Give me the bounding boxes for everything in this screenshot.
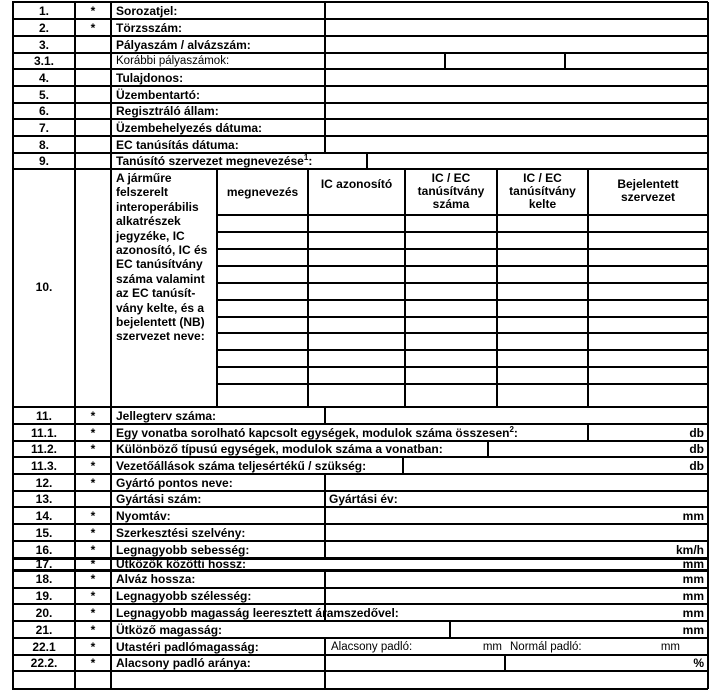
row-label: Szerkesztési szelvény: bbox=[116, 525, 246, 540]
row-number: 11.1. bbox=[30, 425, 58, 440]
sub-label: Normál padló: bbox=[510, 640, 582, 653]
grid-line bbox=[404, 169, 406, 407]
required-mark: * bbox=[90, 458, 96, 473]
unit: mm bbox=[682, 572, 704, 586]
sub-label: Alacsony padló: bbox=[331, 640, 413, 653]
row-label: Legnagyobb szélesség: bbox=[116, 589, 252, 603]
required-mark: * bbox=[90, 408, 96, 423]
row-number: 16. bbox=[35, 542, 53, 557]
row-number: 10. bbox=[35, 280, 53, 294]
row-label: Üzembentartó: bbox=[116, 87, 201, 102]
row-label: Gyártási szám: bbox=[116, 492, 202, 506]
unit: mm bbox=[682, 622, 704, 637]
row-number: 22.2. bbox=[30, 656, 58, 670]
row-label: Sorozatjel: bbox=[116, 3, 178, 18]
grid-line bbox=[587, 169, 589, 407]
row-label-secondary: Gyártási év: bbox=[329, 492, 398, 506]
unit: db bbox=[689, 442, 704, 456]
row-label: Különböző típusú egységek, modulok száma a vonatban: bbox=[116, 442, 443, 456]
grid-line bbox=[324, 588, 326, 604]
row-label: Ütköző magasság: bbox=[116, 622, 223, 637]
unit: db bbox=[689, 425, 704, 440]
row-label: Alacsony padló aránya: bbox=[116, 656, 251, 670]
grid-line bbox=[487, 441, 489, 457]
grid-line bbox=[12, 670, 708, 672]
row-number: 21. bbox=[35, 622, 53, 637]
grid-line bbox=[324, 2, 326, 153]
row-number: 4. bbox=[38, 70, 49, 85]
label-colon: : bbox=[308, 154, 313, 168]
component-column-header: IC azonosító bbox=[320, 177, 393, 191]
unit: mm bbox=[682, 605, 704, 620]
grid-line bbox=[217, 282, 708, 283]
row-number: 22.1 bbox=[32, 639, 56, 654]
unit: mm bbox=[482, 640, 502, 653]
row-number: 13. bbox=[35, 492, 53, 506]
grid-line bbox=[587, 424, 589, 441]
row-label: Ütközők közötti hossz: bbox=[116, 557, 247, 571]
row-label: Legnagyobb sebesség: bbox=[116, 542, 250, 557]
grid-line bbox=[366, 153, 368, 169]
row-number: 12. bbox=[35, 475, 53, 490]
component-column-header: IC / EC tanúsítvány száma bbox=[417, 171, 485, 211]
grid-line bbox=[324, 541, 326, 558]
row-label: Regisztráló állam: bbox=[116, 104, 219, 118]
component-column-header: megnevezés bbox=[226, 185, 299, 199]
row-number: 18. bbox=[35, 572, 53, 586]
component-column-header: IC / EC tanúsítvány kelte bbox=[509, 171, 576, 211]
grid-line bbox=[217, 316, 708, 317]
row-number: 14. bbox=[35, 508, 53, 523]
required-mark: * bbox=[90, 605, 96, 620]
unit: km/h bbox=[675, 542, 704, 557]
row-label: A járműre felszerelt interoperábilis alkatrészek jegyzéke, IC azonosító, IC és EC tanúsítvány száma valamint az EC tanúsít-vány kelte, és a bejelentett (NB) szervezet neve: bbox=[116, 171, 208, 344]
row-label: Törzsszám: bbox=[116, 20, 183, 35]
row-number: 8. bbox=[38, 137, 49, 152]
row-number: 3.1. bbox=[33, 54, 54, 68]
grid-line bbox=[217, 299, 708, 300]
required-mark: * bbox=[90, 542, 96, 557]
required-mark: * bbox=[90, 475, 96, 490]
grid-line bbox=[324, 491, 326, 507]
unit: mm bbox=[682, 557, 704, 571]
row-label: Korábbi pályaszámok: bbox=[116, 55, 230, 67]
grid-line bbox=[12, 168, 708, 170]
grid-line bbox=[402, 457, 404, 474]
row-number: 9. bbox=[38, 154, 49, 168]
grid-line bbox=[217, 366, 708, 367]
required-mark: * bbox=[90, 622, 96, 637]
row-label: Jellegterv száma: bbox=[116, 408, 217, 423]
grid-line bbox=[217, 265, 708, 266]
row-label: Gyártó pontos neve: bbox=[116, 475, 233, 490]
required-mark: * bbox=[90, 589, 96, 603]
grid-line bbox=[324, 407, 326, 424]
label-colon: : bbox=[513, 425, 518, 440]
row-number: 1. bbox=[38, 3, 49, 18]
required-mark: * bbox=[90, 656, 96, 670]
row-number: 7. bbox=[38, 120, 49, 135]
grid-line bbox=[217, 332, 708, 333]
unit: % bbox=[693, 656, 704, 670]
grid-line bbox=[12, 688, 708, 691]
required-mark: * bbox=[90, 525, 96, 540]
row-label: Legnagyobb magasság leeresztett áramszedővel: bbox=[116, 605, 399, 620]
unit: mm bbox=[682, 589, 704, 603]
row-label: Vezetőállások száma teljesértékű / szükség: bbox=[116, 458, 367, 473]
row-label: Üzembehelyezés dátuma: bbox=[116, 120, 263, 135]
grid-line bbox=[217, 231, 708, 232]
unit: mm bbox=[682, 508, 704, 523]
grid-line bbox=[307, 169, 309, 407]
row-label: Nyomtáv: bbox=[116, 508, 171, 523]
row-number: 20. bbox=[35, 605, 53, 620]
row-number: 15. bbox=[35, 525, 53, 540]
component-column-header: Bejelentett szervezet bbox=[617, 177, 679, 204]
required-mark: * bbox=[90, 557, 96, 571]
row-number: 11.2. bbox=[30, 442, 58, 456]
row-label: EC tanúsítás dátuma: bbox=[116, 137, 239, 152]
required-mark: * bbox=[90, 20, 96, 35]
grid-line bbox=[216, 169, 218, 407]
grid-line bbox=[324, 524, 326, 541]
grid-line bbox=[444, 53, 446, 69]
row-number: 3. bbox=[38, 37, 49, 52]
grid-line bbox=[449, 621, 451, 638]
grid-line bbox=[324, 507, 326, 524]
row-label: Tanúsító szervezet megnevezése$^1$: bbox=[116, 153, 313, 168]
row-label: Egy vonatba sorolható kapcsolt egységek, modulok száma összesen$^2$: bbox=[116, 424, 518, 440]
footnote-mark: 2 bbox=[509, 424, 514, 434]
grid-line bbox=[324, 638, 326, 655]
row-number: 19. bbox=[35, 589, 53, 603]
row-label: Tulajdonos: bbox=[116, 70, 184, 85]
grid-line bbox=[707, 2, 710, 689]
required-mark: * bbox=[90, 425, 96, 440]
required-mark: * bbox=[90, 442, 96, 456]
grid-line bbox=[324, 570, 326, 588]
required-mark: * bbox=[90, 508, 96, 523]
row-number: 17. bbox=[35, 557, 53, 571]
row-number: 6. bbox=[38, 104, 49, 118]
grid-line bbox=[504, 655, 506, 671]
grid-line bbox=[217, 248, 708, 249]
row-number: 5. bbox=[38, 87, 49, 102]
row-number: 2. bbox=[38, 20, 49, 35]
required-mark: * bbox=[90, 639, 96, 654]
grid-line bbox=[324, 671, 326, 689]
footnote-mark: 1 bbox=[303, 153, 309, 162]
row-number: 11.3. bbox=[30, 458, 58, 473]
grid-line bbox=[217, 214, 708, 215]
row-label: Utastéri padlómagasság: bbox=[116, 639, 259, 654]
grid-line bbox=[496, 169, 498, 407]
grid-line bbox=[217, 383, 708, 384]
grid-line bbox=[217, 349, 708, 350]
unit: db bbox=[689, 458, 704, 473]
grid-line bbox=[564, 53, 566, 69]
row-number: 11. bbox=[35, 408, 53, 423]
row-label: Alváz hossza: bbox=[116, 572, 196, 586]
row-label: Pályaszám / alvázszám: bbox=[116, 37, 251, 52]
grid-line bbox=[324, 474, 326, 491]
required-mark: * bbox=[90, 572, 96, 586]
grid-line bbox=[324, 655, 326, 671]
required-mark: * bbox=[90, 3, 96, 18]
unit: mm bbox=[660, 640, 680, 653]
